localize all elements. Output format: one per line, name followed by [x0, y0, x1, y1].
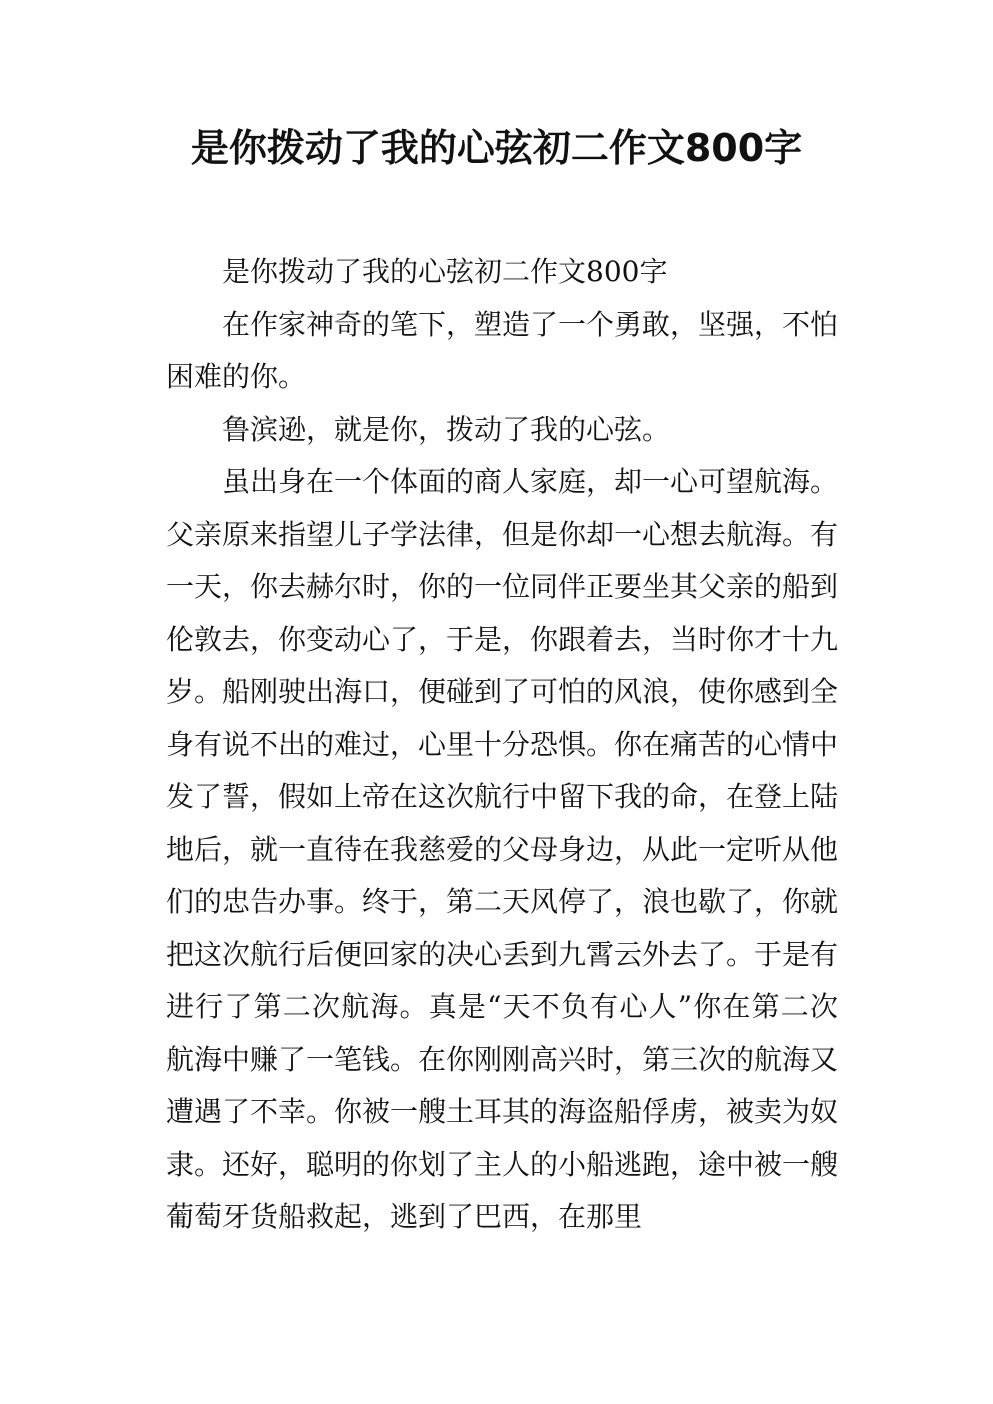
paragraph-subtitle: 是你拨动了我的心弦初二作文800字	[222, 255, 668, 288]
document-title: 是你拨动了我的心弦初二作文800字	[190, 126, 803, 170]
paragraph-statement: 鲁滨逊，就是你，拨动了我的心弦。	[222, 412, 671, 446]
document-body	[166, 246, 838, 1244]
paragraph-story: 虽出身在一个体面的商人家庭，却一心可望航海。父亲原来指望儿子学法律，但是你却一心想去航海。有一天，你去赫尔时，你的一位同伴正要坐其父亲的船到伦敦去，你变动心了，于是，你跟着去，当时你才十九岁。船刚驶出海口，便碰到了可怕的风浪，使你感到全身有说不出的难过，心里十分恐惧。你在痛苦的心情中发了誓，假如上帝在这次航行中留下我的命，在登上陆地后，就一直待在我慈爱的父母身边，从此一定听从他们的忠告办事。终于，第二天风停了，浪也歇了，你就把这次航行后便回家的决心丢到九霄云外去了。于是有进行了第二次航海。真是“天不负有心人”你在第二次航海中赚了一笔钱。在你刚刚高兴时，第三次的航海又遭遇了不幸。你被一艘土耳其的海盗船俘虏，被卖为奴隶。还好，聪明的你划了主人的小船逃跑，途中被一艘葡萄牙货船救起，逃到了巴西，在那里	[166, 465, 839, 1233]
paragraph-intro: 在作家神奇的笔下，塑造了一个勇敢，坚强，不怕困难的你。	[166, 307, 839, 393]
